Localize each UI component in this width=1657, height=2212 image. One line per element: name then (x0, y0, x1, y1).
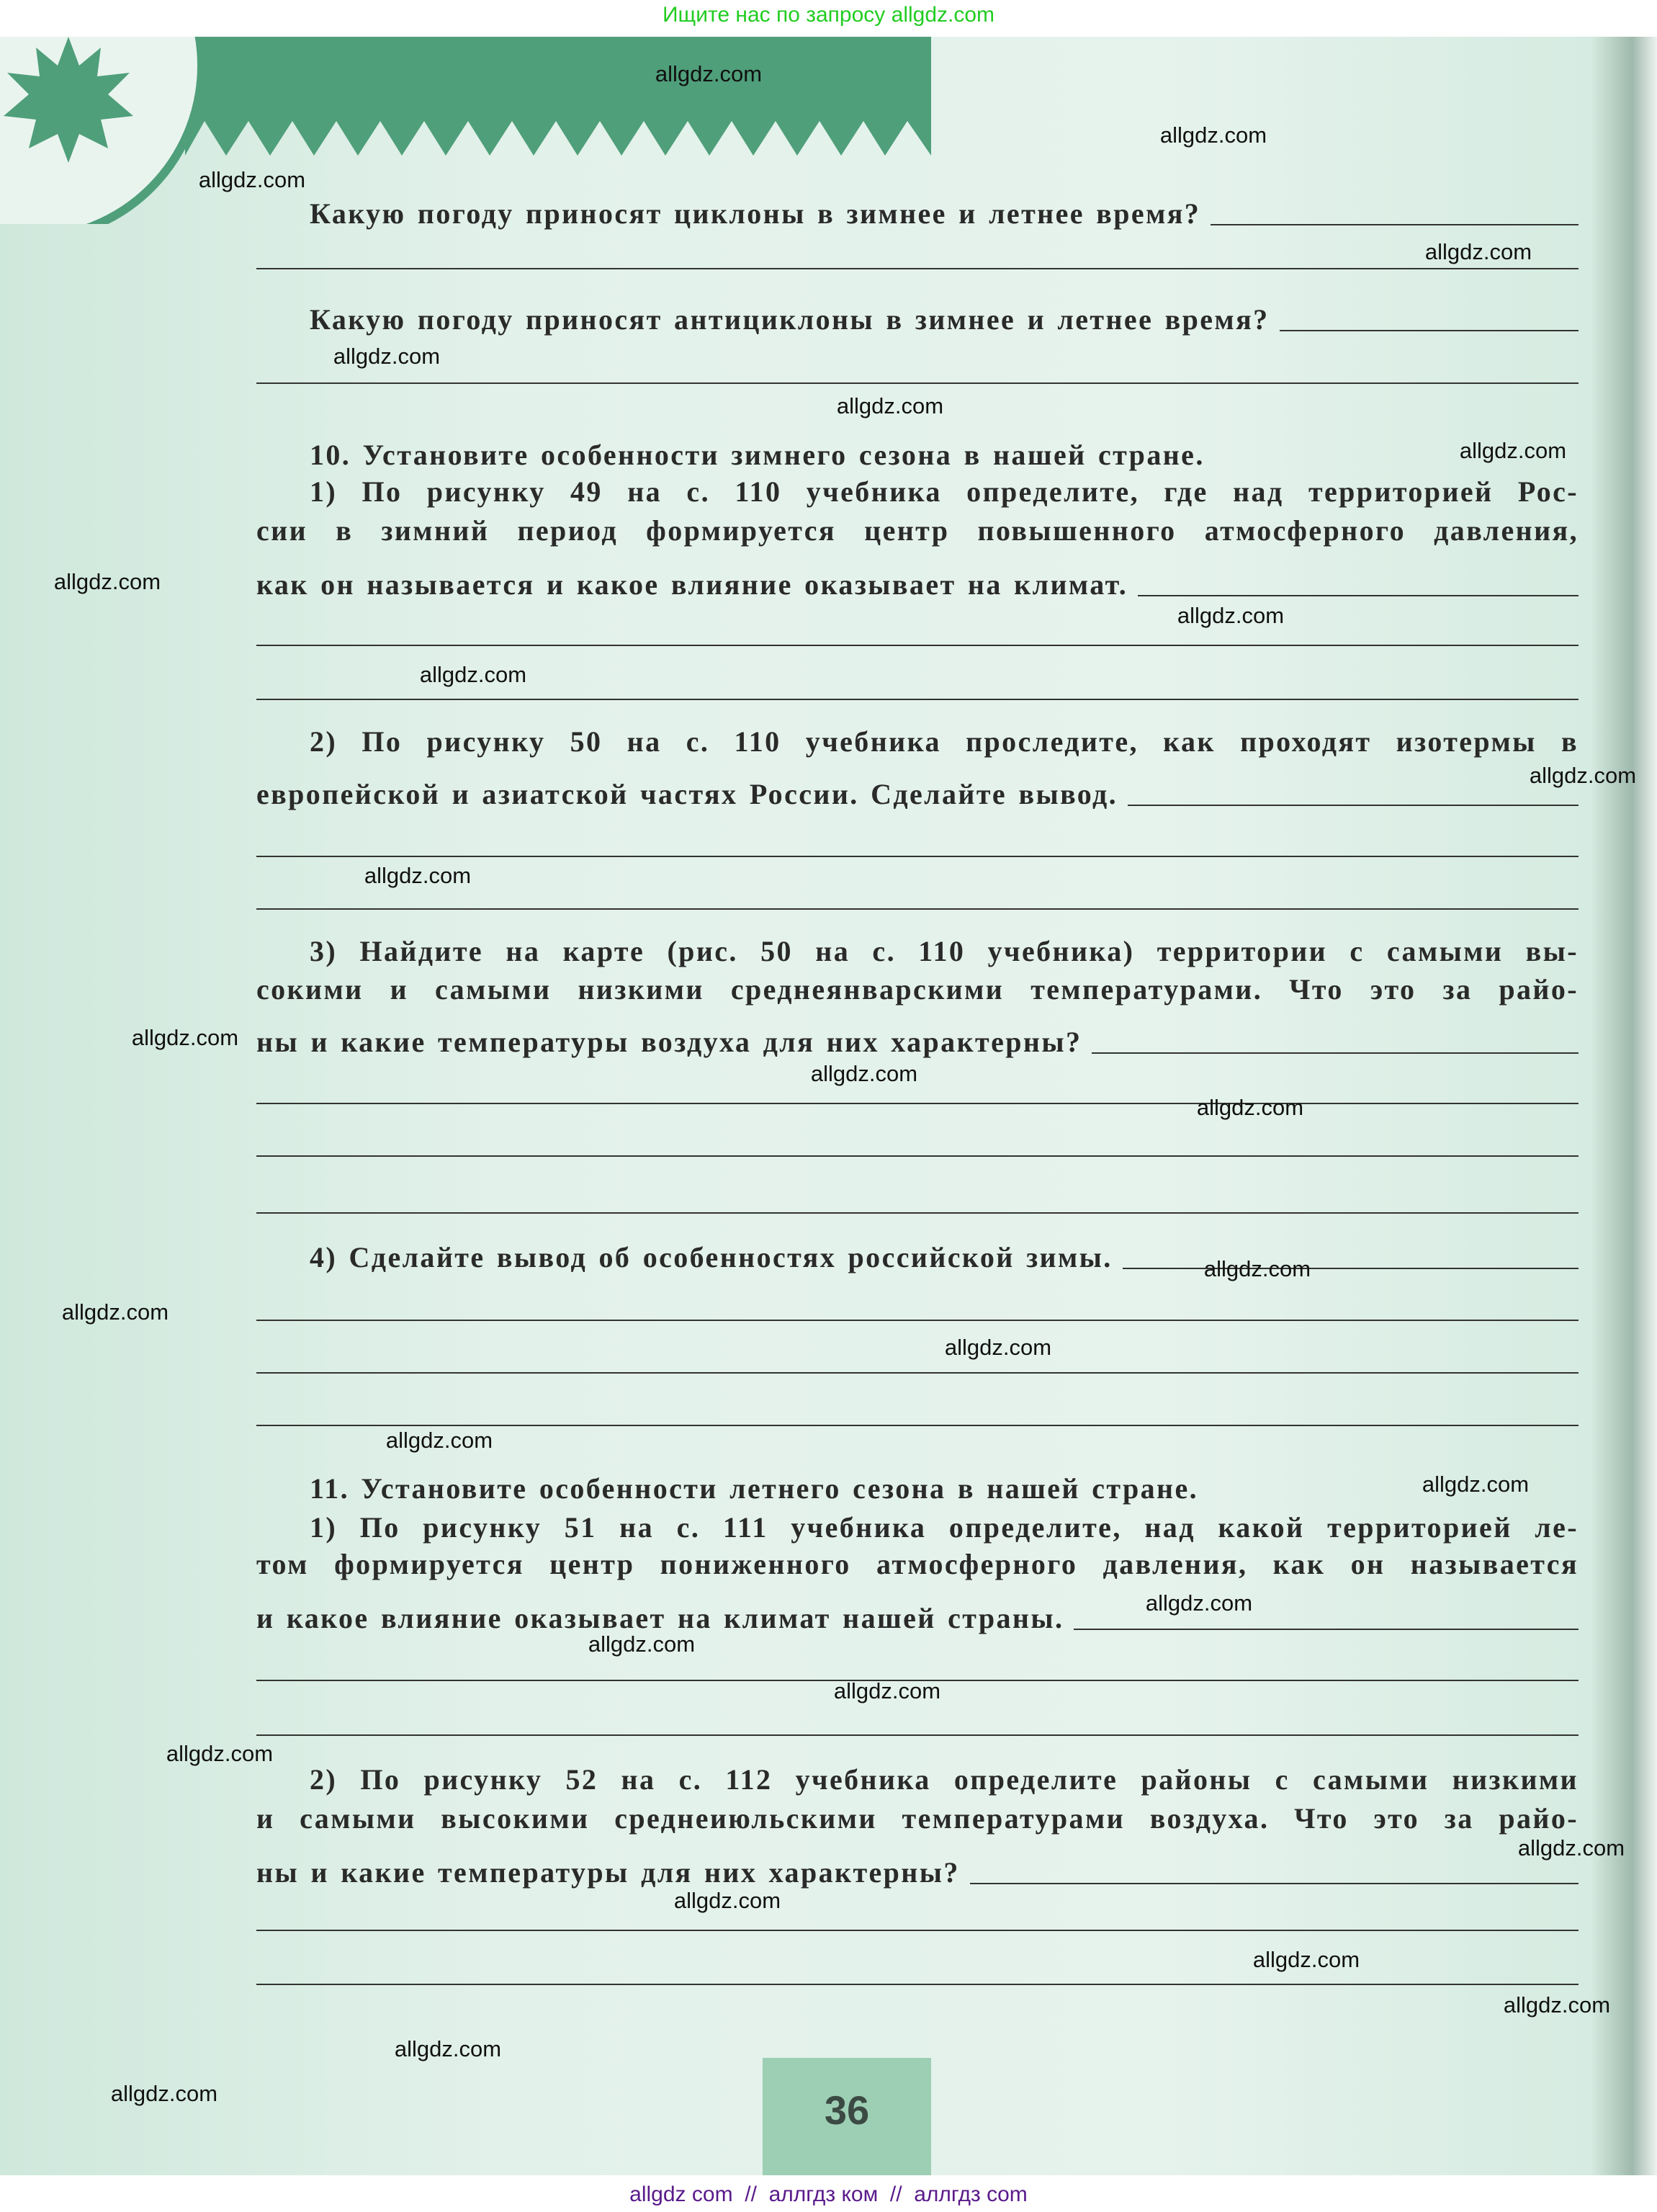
answer-line[interactable] (970, 1882, 1579, 1884)
watermark: allgdz.com (810, 1061, 918, 1086)
task-11-part1-line2: том формируется центр пониженного атмосферного давления, как он называется (256, 1548, 1579, 1580)
task-11-title: 11. Установите особенности летнего сезона в нашей стране. (310, 1472, 1198, 1505)
watermark: allgdz.com (131, 1025, 239, 1050)
answer-line[interactable] (256, 856, 1579, 857)
question-text: Какую погоду приносят циклоны в зимнее и летнее время? (310, 197, 1201, 230)
answer-line[interactable] (256, 268, 1579, 269)
task-10-part3-line1: 3) Найдите на карте (рис. 50 на с. 110 учебника) территории с самыми вы- (310, 935, 1579, 967)
watermark: allgdz.com (394, 2036, 502, 2061)
watermark: allgdz.com (833, 1678, 941, 1703)
task-10-part4 (310, 1240, 1579, 1275)
watermark: allgdz.com (1159, 122, 1267, 148)
answer-line[interactable] (256, 1372, 1579, 1374)
answer-line[interactable] (256, 1984, 1579, 1985)
header-decoration (0, 37, 936, 224)
task-10-part2-line2 (256, 777, 1579, 812)
bottom-banner-link[interactable]: allgdz com // аллгдз ком // аллгдз com (629, 2182, 1028, 2206)
watermark: allgdz.com (1422, 1472, 1530, 1497)
question-text: и какое влияние оказывает на климат нашей страны. (256, 1602, 1064, 1634)
watermark: allgdz.com (333, 344, 441, 369)
watermark: allgdz.com (198, 167, 306, 192)
top-banner-link[interactable]: Ищите нас по запросу allgdz.com (662, 3, 995, 27)
watermark: allgdz.com (53, 569, 161, 594)
watermark: allgdz.com (673, 1888, 781, 1913)
watermark: allgdz.com (655, 61, 763, 86)
watermark: allgdz.com (166, 1741, 274, 1766)
question-anticyclones (310, 303, 1579, 337)
watermark: allgdz.com (1529, 763, 1637, 788)
question-text: Какую погоду приносят антициклоны в зимнее и летнее время? (310, 303, 1270, 336)
answer-line[interactable] (256, 699, 1579, 700)
watermark: allgdz.com (588, 1631, 696, 1657)
task-10-title: 10. Установите особенности зимнего сезона в нашей стране. (310, 439, 1205, 471)
question-text: ны и какие температуры воздуха для них характерны? (256, 1026, 1082, 1058)
watermark: allgdz.com (836, 393, 944, 418)
answer-line[interactable] (1138, 594, 1579, 596)
task-11-part2-line1: 2) По рисунку 52 на с. 112 учебника определите районы с самыми низкими (310, 1763, 1579, 1796)
task-10-part3-line2: сокими и самыми низкими среднеянварскими температурами. Что это за райо- (256, 973, 1579, 1006)
task-10-part2-line1: 2) По рисунку 50 на с. 110 учебника проследите, как проходят изотермы в (310, 725, 1579, 758)
answer-line[interactable] (1092, 1052, 1579, 1054)
question-text: как он называется и какое влияние оказывает на климат. (256, 568, 1128, 601)
task-11-part1-line1: 1) По рисунку 51 на с. 111 учебника определите, над какой территорией ле- (310, 1511, 1579, 1544)
answer-line[interactable] (1280, 329, 1579, 331)
task-10-part1-line3 (256, 568, 1579, 602)
task-11-part2-line3 (256, 1855, 1579, 1890)
watermark: allgdz.com (61, 1299, 169, 1325)
answer-line[interactable] (256, 1320, 1579, 1321)
answer-line[interactable] (256, 645, 1579, 646)
answer-line[interactable] (256, 1155, 1579, 1157)
question-text: 4) Сделайте вывод об особенностях российской зимы. (310, 1241, 1113, 1273)
answer-line[interactable] (256, 1734, 1579, 1736)
answer-line[interactable] (256, 1103, 1579, 1104)
watermark: allgdz.com (1503, 1992, 1611, 2018)
question-text: европейской и азиатской частях России. Сделайте вывод. (256, 778, 1118, 810)
task-10-part3-line3 (256, 1025, 1579, 1060)
watermark: allgdz.com (1252, 1947, 1360, 1972)
answer-line[interactable] (1211, 223, 1579, 225)
watermark: allgdz.com (419, 662, 527, 687)
answer-line[interactable] (256, 1930, 1579, 1931)
page-number-box (763, 2058, 931, 2175)
watermark: allgdz.com (1196, 1095, 1304, 1120)
watermark: allgdz.com (110, 2081, 218, 2106)
answer-line[interactable] (256, 1212, 1579, 1214)
watermark: allgdz.com (1459, 438, 1567, 463)
watermark: allgdz.com (1424, 239, 1532, 264)
watermark: allgdz.com (1517, 1835, 1625, 1861)
task-11-part1-line3 (256, 1601, 1579, 1636)
watermark: allgdz.com (944, 1335, 1052, 1360)
answer-line[interactable] (1123, 1267, 1579, 1269)
answer-line[interactable] (256, 382, 1579, 384)
page-number: 36 (824, 2087, 870, 2133)
watermark: allgdz.com (1145, 1590, 1253, 1616)
question-text: ны и какие температуры для них характерны? (256, 1856, 960, 1889)
watermark: allgdz.com (1203, 1256, 1311, 1281)
top-banner (0, 0, 1657, 37)
watermark: allgdz.com (1177, 603, 1285, 628)
answer-line[interactable] (256, 1425, 1579, 1426)
answer-line[interactable] (1128, 804, 1579, 806)
answer-line[interactable] (256, 908, 1579, 910)
task-11-part2-line2: и самыми высокими среднеиюльскими температурами воздуха. Что это за райо- (256, 1802, 1579, 1835)
task-10-part1-line2: сии в зимний период формируется центр повышенного атмосферного давления, (256, 514, 1579, 547)
watermark: allgdz.com (364, 863, 472, 888)
watermark: allgdz.com (385, 1428, 493, 1453)
answer-line[interactable] (1074, 1628, 1579, 1630)
task-10-part1-line1: 1) По рисунку 49 на с. 110 учебника определите, где над территорией Рос- (310, 475, 1579, 508)
question-cyclones (310, 197, 1579, 231)
workbook-page (0, 37, 1657, 2175)
